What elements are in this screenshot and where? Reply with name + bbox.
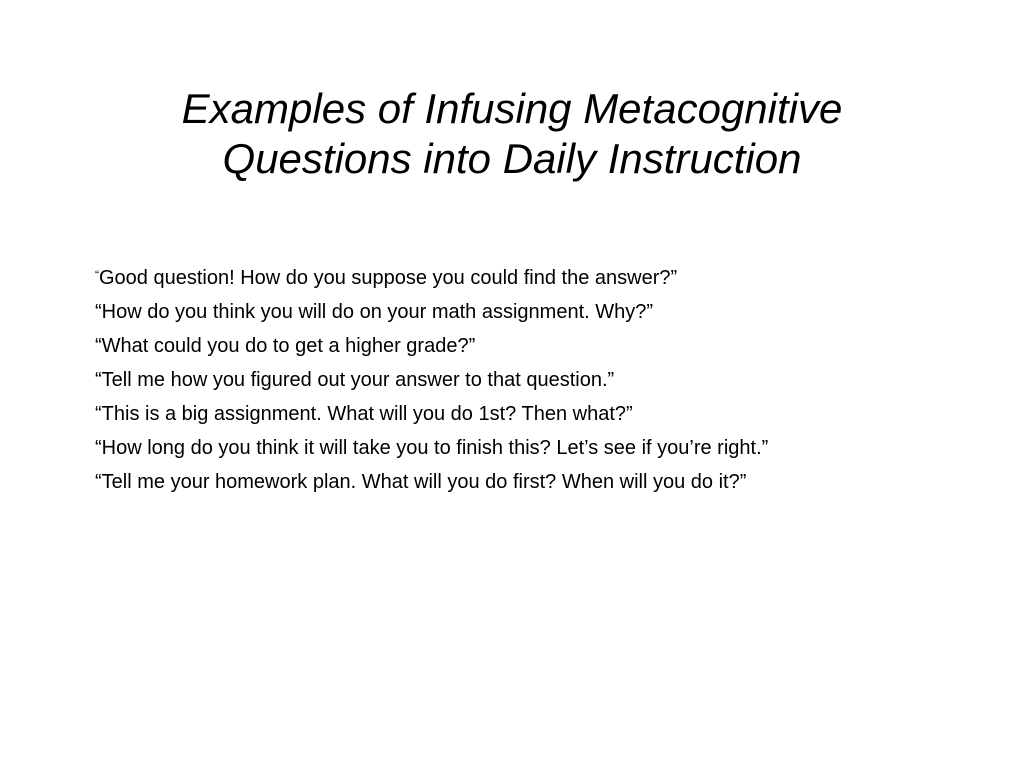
slide-title-line-1: Examples of Infusing Metacognitive (181, 85, 843, 132)
question-item-7: “Tell me your homework plan. What will you do first? When will you do it?” (95, 471, 747, 493)
slide-title-line-2: Questions into Daily Instruction (222, 135, 802, 182)
question-item-2: “How do you think you will do on your math assignment. Why?” (95, 301, 654, 323)
question-item-1 (95, 263, 955, 290)
question-item-4: “Tell me how you figured out your answer to that question.” (95, 369, 615, 391)
question-item-3: “What could you do to get a higher grade?” (95, 335, 476, 357)
question-item-5: “This is a big assignment. What will you do 1st? Then what?” (95, 403, 633, 425)
question-text-1: Good question! How do you suppose you could find the answer?” (99, 267, 678, 289)
slide-title (0, 84, 1024, 184)
small-open-quote: “ (95, 268, 99, 282)
question-item-6: “How long do you think it will take you to finish this? Let’s see if you’re right.” (95, 437, 769, 459)
question-list (95, 263, 955, 504)
